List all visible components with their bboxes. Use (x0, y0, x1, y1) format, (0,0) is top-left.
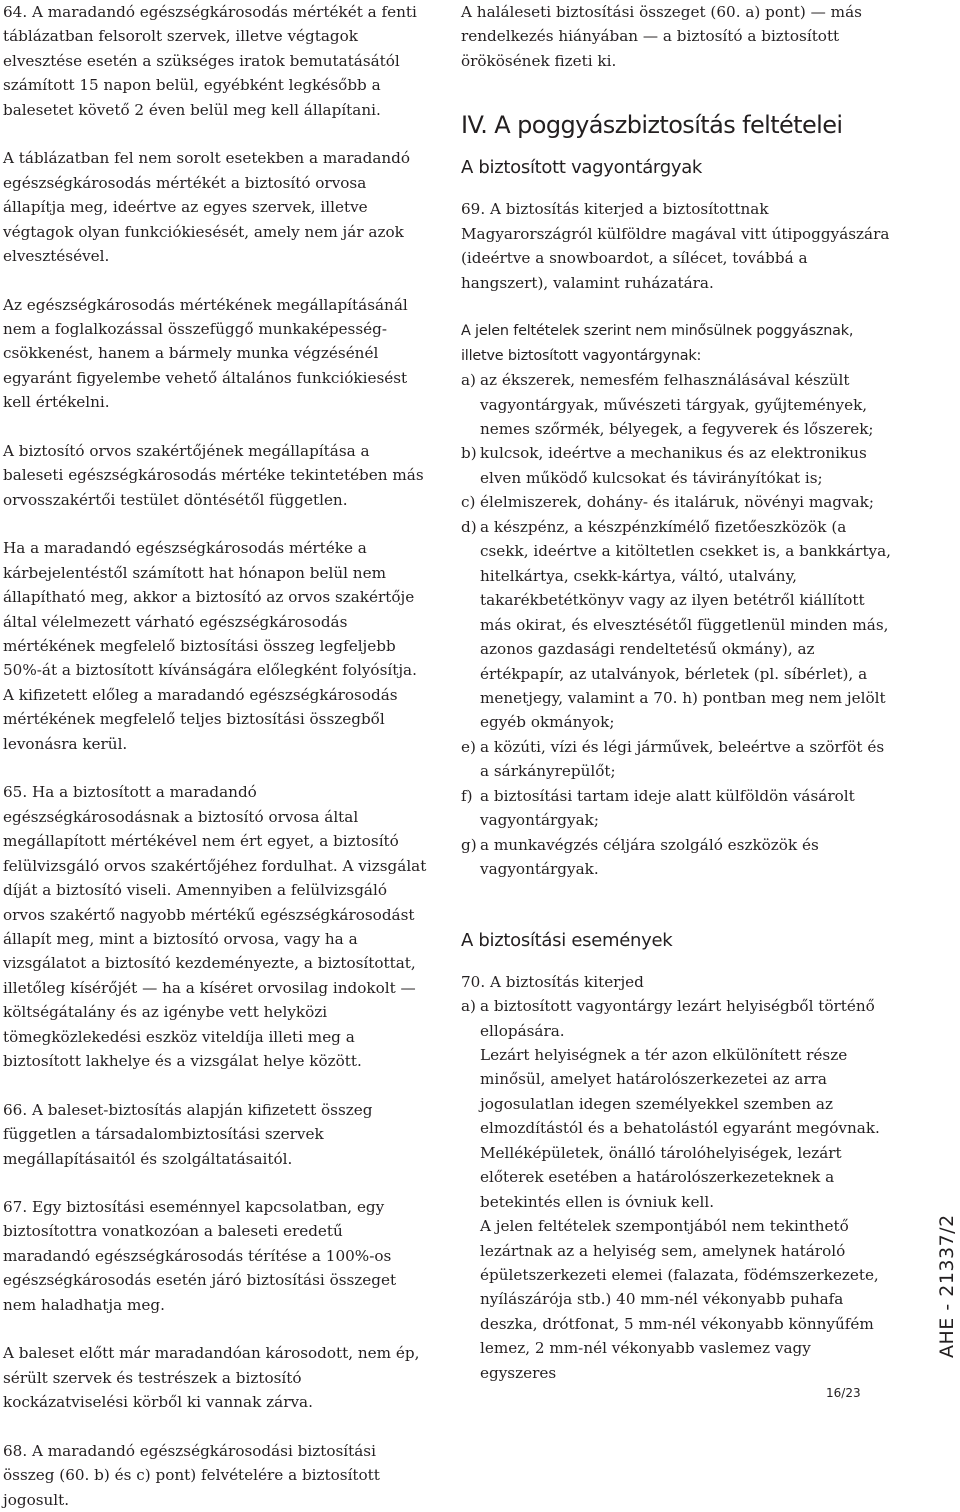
list-marker: a) (461, 997, 476, 1016)
list-marker: a) (461, 371, 476, 390)
paragraph-assessment: Az egészségkárosodás mértékének megállapításánál nem a foglalkozással összefüggő munkaképesség-csökkenést, hanem a bármely munka végzésénél egyaránt figyelembe vehető általános funkciókiesést kell értékelni. (3, 295, 408, 412)
list-marker: e) (461, 737, 476, 756)
list-marker: f) (461, 786, 473, 805)
list-item-text: kulcsok, ideértve a mechanikus és az elektronikus elven működő kulcsokat és távirányítókat is; (480, 444, 867, 487)
coverage-list (461, 994, 891, 1043)
document-code: AHE - 21337/2 (936, 1214, 958, 1358)
paragraph-68: 68. A maradandó egészségkárosodási biztosítási összeg (60. b) és c) pont) felvételére a biztosított jogosult. (3, 1441, 380, 1509)
list-item-text: élelmiszerek, dohány- és italáruk, növényi magvak; (480, 493, 874, 512)
paragraph-preexisting: A baleset előtt már maradandóan károsodott, nem ép, sérült szervek és testrészek a biztosító kockázatviselési körből ki vannak zárva. (3, 1344, 420, 1412)
list-marker: c) (461, 493, 476, 512)
paragraph-67: 67. Egy biztosítási eseménnyel kapcsolatban, egy biztosítottra vonatkozóan a baleseti eredetű maradandó egészségkárosodás térítése a 100%-os egészségkárosodás esetén járó biztosítási összeget nem haladhatja meg. (3, 1198, 397, 1314)
paragraph-not-locked: A jelen feltételek szempontjából nem tekinthető lezártnak az a helyiség sem, amelynek határoló épületszerkezeti elemei (falazata, födémszerkezete, nyílászárója stb.) 40 mm-nél vékonyabb puhafa deszka, drótfonat, 5 mm-nél vékonyabb könnyűfém lemez, 2 mm-nél vékonyabb vaslemez vagy egyszeres (480, 1217, 879, 1382)
list-item-text: az ékszerek, nemesfém felhasználásával készült vagyontárgyak, művészeti tárgyak, gyűjtemények, nemes szőrmék, bélyegek, a fegyverek és lőszerek; (480, 371, 874, 438)
paragraph-64: 64. A maradandó egészségkárosodás mértékét a fenti táblázatban felsorolt szervek, illetve végtagok elvesztése esetén a szükséges iratok bemutatásától számított 15 napon belül, egyébként legkésőbb a balesetet követő 2 éven belül meg kell állapítani. (3, 3, 417, 119)
exclusions-lead: A jelen feltételek szerint nem minősülnek poggyásznak, illetve biztosított vagyontárgynak: (461, 323, 854, 364)
subtitle-insured-items: A biztosított vagyontárgyak (461, 157, 703, 179)
list-item (461, 784, 891, 833)
list-item-text: a biztosítási tartam ideje alatt külföldön vásárolt vagyontárgyak; (480, 786, 855, 830)
left-column (3, 0, 431, 1512)
list-item (461, 994, 891, 1043)
list-item-text: a munkavégzés céljára szolgáló eszközök és vagyontárgyak. (480, 835, 819, 879)
subtitle-insured-events: A biztosítási események (461, 929, 673, 951)
paragraph-70: 70. A biztosítás kiterjed (461, 972, 644, 991)
paragraph-death-benefit: A haláleseti biztosítási összeget (60. a) pont) — más rendelkezés hiányában — a biztosító a biztosított örökösének fizeti ki. (461, 3, 862, 70)
paragraph-locked-room: Lezárt helyiségnek a tér azon elkülönített része minősül, amelyet határolószerkezetei az arra jogosulatlan idegen személyekkel szemben az elmozdítástól és a behatolástól egyaránt megóvnak. Melléképületek, önálló tárolóhelyiségek, lezárt előterek esetében a határolószerkezeteknek a betekintés ellen is óvniuk kell. (480, 1045, 880, 1211)
right-column (461, 0, 891, 1385)
list-item (461, 833, 891, 882)
section-title: IV. A poggyászbiztosítás feltételei (461, 111, 843, 140)
paragraph-advance: Ha a maradandó egészségkárosodás mértéke a kárbejelentéstől számított hat hónapon belül nem állapítható meg, akkor a biztosító az orvos szakértője által vélelmezett várható egészségkárosodás mértékének megfelelő biztosítási összeg legfeljebb 50%-át a biztosított kívánságára előlegként folyósítja. A kifizetett előleg a maradandó egészségkárosodás mértékének megfelelő teljes biztosítási összegből levonásra kerül. (3, 539, 417, 753)
list-item (461, 490, 891, 514)
paragraph-unlisted-cases: A táblázatban fel nem sorolt esetekben a maradandó egészségkárosodás mértékét a biztosító orvosa állapítja meg, ideértve az egyes szervek, illetve végtagok olyan funkciókiesését, amely nem jár azok elvesztésével. (3, 149, 411, 266)
paragraph-65: 65. Ha a biztosított a maradandó egészségkárosodásnak a biztosító orvosa által megállapított mértékével nem ért egyet, a biztosító felülvizsgáló orvos szakértőjéhez fordulhat. A vizsgálat díját a biztosító viseli. Amennyiben a felülvizsgáló orvos szakértő nagyobb mértékű egészségkárosodást állapít meg, mint a biztosító orvosa, vagy ha a vizsgálatot a biztosító kezdeményezte, a biztosítottat, illetőleg kísérőjét — ha a kíséret orvosilag indokolt — költségátalány és az igénybe vett helyközi tömegközlekedési eszköz viteldíja illeti meg a biztosított lakhelye és a vizsgálat helye között. (3, 783, 427, 1071)
list-item (461, 735, 891, 784)
exclusions-list (461, 368, 891, 882)
paragraph-expert: A biztosító orvos szakértőjének megállapítása a baleseti egészségkárosodás mértéke tekintetében más orvosszakértői testület döntésétől független. (3, 441, 424, 509)
list-marker: g) (461, 835, 477, 854)
list-marker: d) (461, 517, 477, 536)
paragraph-69: 69. A biztosítás kiterjed a biztosítottnak Magyarországról külföldre magával vitt útipoggyászára (ideértve a snowboardot, a sílécet, továbbá a hangszert), valamint ruházatára. (461, 200, 890, 292)
list-item (461, 441, 891, 490)
list-item (461, 515, 891, 735)
page-number: 16/23 (826, 1386, 861, 1400)
list-item-text: a közúti, vízi és légi járművek, beleértve a szörföt és a sárkányrepülőt; (480, 737, 885, 781)
paragraph-66: 66. A baleset-biztosítás alapján kifizetett összeg független a társadalombiztosítási szervek megállapításaitól és szolgáltatásaitól. (3, 1100, 373, 1168)
list-marker: b) (461, 444, 477, 463)
list-item-text: a biztosított vagyontárgy lezárt helyiségből történő ellopására. (480, 997, 875, 1040)
list-item (461, 368, 891, 441)
list-item-text: a készpénz, a készpénzkímélő fizetőeszközök (a csekk, ideértve a kitöltetlen csekket is, a bankkártya, hitelkártya, csekk-kártya, váltó, utalvány, takarékbetétkönyv vagy az ilyen betétről kiállított más okirat, és elvesztésétől függetlenül minden más, azonos gazdasági rendeltetésű okmány), az értékpapír, az utalványok, bérletek (pl. síbérlet), a menetjegy, valamint a 70. h) pontban meg nem jelölt egyéb okmányok; (480, 517, 892, 732)
